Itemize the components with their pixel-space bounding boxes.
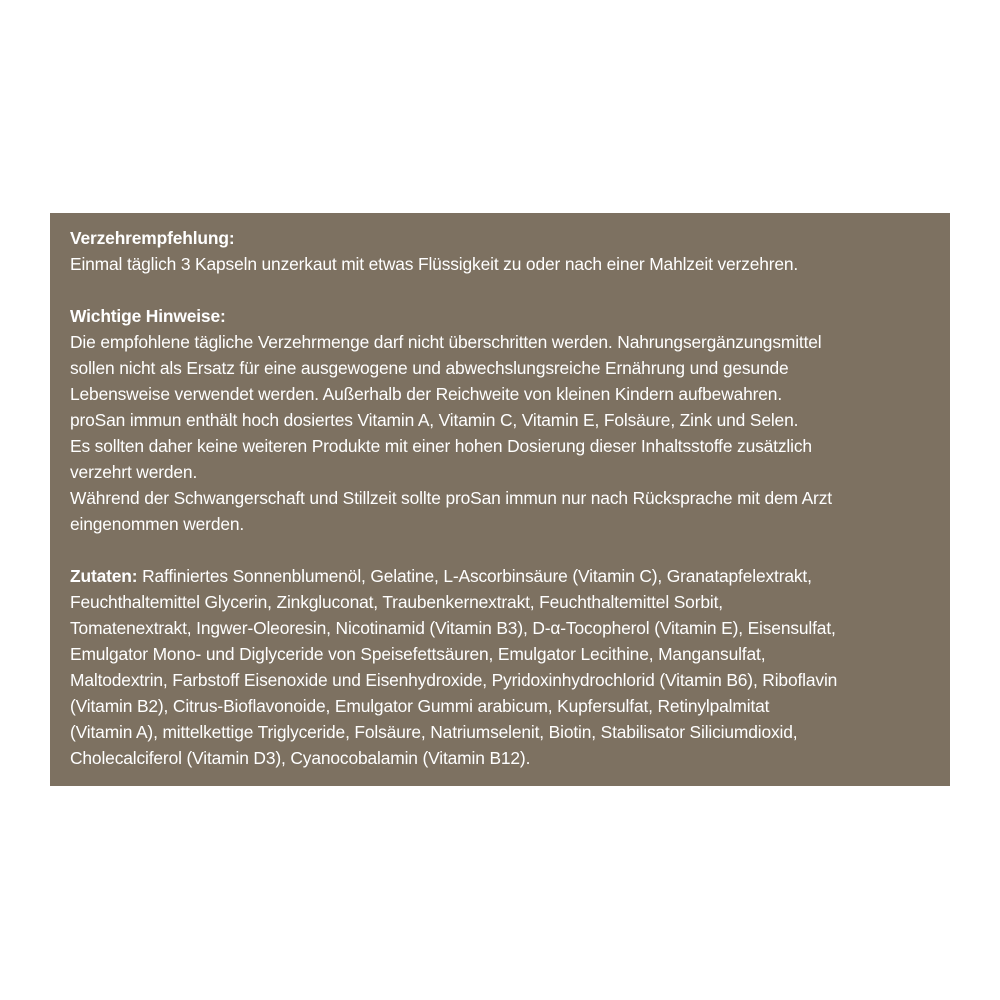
ingredients-line: Feuchthaltemittel Glycerin, Zinkgluconat, Traubenkernextrakt, Feuchthaltemittel Sorbit,: [70, 592, 723, 612]
ingredients-first-line: [70, 563, 930, 589]
notes-line: proSan immun enthält hoch dosiertes Vitamin A, Vitamin C, Vitamin E, Folsäure, Zink und Selen.: [70, 410, 799, 430]
ingredients-line: Tomatenextrakt, Ingwer-Oleoresin, Nicotinamid (Vitamin B3), D-α-Tocopherol (Vitamin E), Eisensulfat,: [70, 618, 836, 638]
ingredients-line: Maltodextrin, Farbstoff Eisenoxide und Eisenhydroxide, Pyridoxinhydrochlorid (Vitamin B6), Riboflavin: [70, 670, 838, 690]
dosage-heading: Verzehrempfehlung:: [70, 228, 235, 248]
dosage-line: Einmal täglich 3 Kapseln unzerkaut mit etwas Flüssigkeit zu oder nach einer Mahlzeit verzehren.: [70, 254, 799, 274]
notes-line: Lebensweise verwendet werden. Außerhalb der Reichweite von kleinen Kindern aufbewahren.: [70, 384, 783, 404]
notes-line: verzehrt werden.: [70, 462, 198, 482]
notes-line: Es sollten daher keine weiteren Produkte mit einer hohen Dosierung dieser Inhaltsstoffe zusätzlich: [70, 436, 812, 456]
ingredients-line: (Vitamin A), mittelkettige Triglyceride, Folsäure, Natriumselenit, Biotin, Stabilisator Siliciumdioxid,: [70, 722, 798, 742]
product-info-panel: [50, 213, 950, 786]
ingredients-section: [70, 563, 930, 771]
notes-line: sollen nicht als Ersatz für eine ausgewogene und abwechslungsreiche Ernährung und gesunde: [70, 358, 789, 378]
ingredients-heading: Zutaten:: [70, 566, 138, 586]
ingredients-line: (Vitamin B2), Citrus-Bioflavonoide, Emulgator Gummi arabicum, Kupfersulfat, Retinylpalmitat: [70, 696, 770, 716]
notes-line: eingenommen werden.: [70, 514, 245, 534]
notes-heading: Wichtige Hinweise:: [70, 306, 226, 326]
ingredients-first-text: Raffiniertes Sonnenblumenöl, Gelatine, L-Ascorbinsäure (Vitamin C), Granatapfelextrakt,: [137, 566, 812, 586]
notes-line: Während der Schwangerschaft und Stillzeit sollte proSan immun nur nach Rücksprache mit dem Arzt: [70, 488, 832, 508]
notes-section: [70, 303, 930, 537]
dosage-section: [70, 225, 930, 277]
ingredients-line: Emulgator Mono- und Diglyceride von Speisefettsäuren, Emulgator Lecithine, Mangansulfat,: [70, 644, 766, 664]
ingredients-line: Cholecalciferol (Vitamin D3), Cyanocobalamin (Vitamin B12).: [70, 748, 531, 768]
notes-line: Die empfohlene tägliche Verzehrmenge darf nicht überschritten werden. Nahrungsergänzungsmittel: [70, 332, 822, 352]
